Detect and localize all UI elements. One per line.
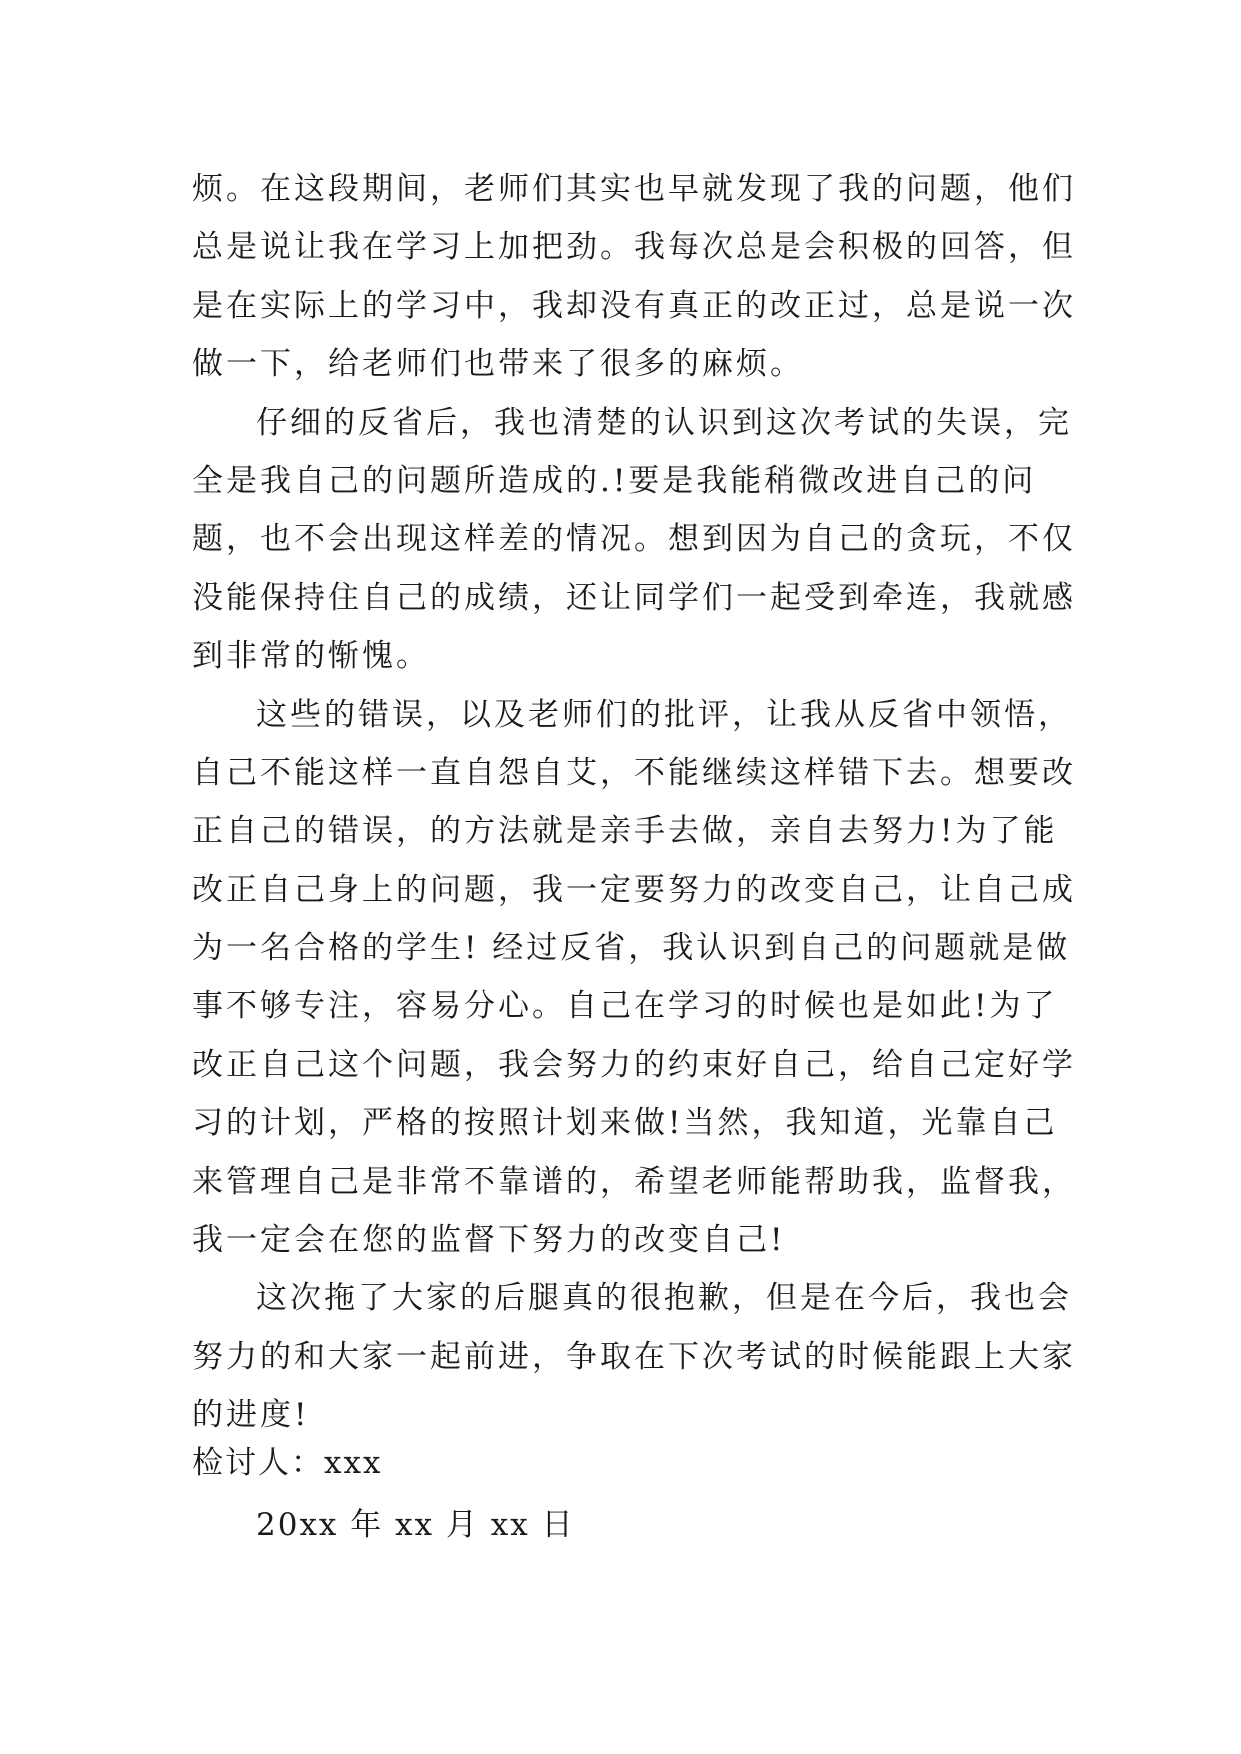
text-line: 为一名合格的学生! 经过反省，我认识到自己的问题就是做 [192,930,1071,967]
text-line: 全是我自己的问题所造成的.!要是我能稍微改进自己的问 [192,462,1037,499]
body-text [192,160,1076,1445]
text-line: 正自己的错误，的方法就是亲手去做，亲自去努力!为了能 [192,813,1058,850]
text-line: 的进度! [192,1397,310,1434]
text-line: 我一定会在您的监督下努力的改变自己! [192,1222,786,1259]
signature-line: 检讨人：xxx [192,1445,383,1481]
text-line: 努力的和大家一起前进，争取在下次考试的时候能跟上大家 [192,1338,1076,1375]
text-line: 改正自己这个问题，我会努力的约束好自己，给自己定好学 [192,1046,1076,1083]
text-line: 这些的错误，以及老师们的批评，让我从反省中领悟， [256,696,1072,733]
text-line: 自己不能这样一直自怨自艾，不能继续这样错下去。想要改 [192,754,1076,791]
text-line: 没能保持住自己的成绩，还让同学们一起受到牵连，我就感 [192,579,1076,616]
text-line: 到非常的惭愧。 [192,638,430,675]
text-line: 仔细的反省后，我也清楚的认识到这次考试的失误，完 [256,404,1072,441]
text-line: 总是说让我在学习上加把劲。我每次总是会积极的回答，但 [192,229,1076,266]
text-line: 烦。在这段期间，老师们其实也早就发现了我的问题，他们 [192,171,1076,207]
text-line: 习的计划，严格的按照计划来做!当然，我知道，光靠自己 [192,1105,1058,1142]
text-line: 做一下，给老师们也带来了很多的麻烦。 [192,346,804,383]
date-line: 20xx 年 xx 月 xx 日 [256,1507,575,1543]
text-line: 来管理自己是非常不靠谱的，希望老师能帮助我，监督我， [192,1163,1076,1200]
text-line: 题，也不会出现这样差的情况。想到因为自己的贪玩，不仅 [192,521,1076,558]
text-line: 这次拖了大家的后腿真的很抱歉，但是在今后，我也会 [256,1280,1072,1317]
text-line: 改正自己身上的问题，我一定要努力的改变自己，让自己成 [192,871,1076,908]
text-line: 事不够专注，容易分心。自己在学习的时候也是如此!为了 [192,988,1058,1025]
text-line: 是在实际上的学习中，我却没有真正的改正过，总是说一次 [192,287,1076,324]
